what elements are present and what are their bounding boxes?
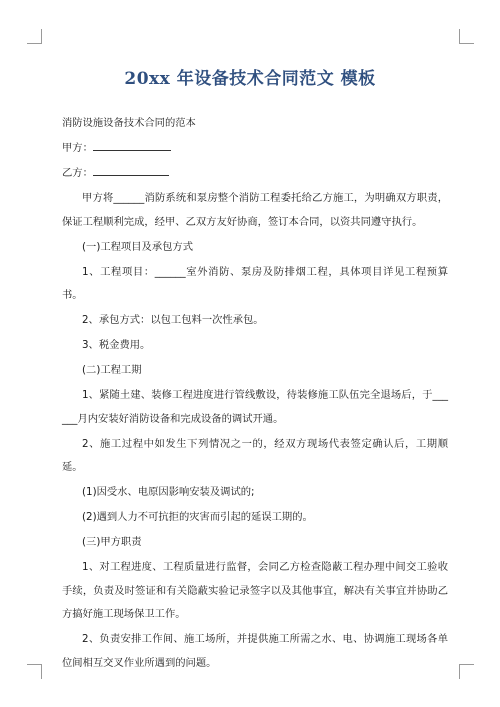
paragraph-3-1: 1、对工程进度、工程质量进行监督，会同乙方检查隐蔽工程办理中间交工验收手续，负责及时签证和有关隐蔽实验记录签字以及其他事宜，解决有关事宜并协助乙方搞好施工现场保卫工作。 xyxy=(62,561,448,620)
paragraph-2-2-a: (1)因受水、电原因影响安装及调试的; xyxy=(82,486,255,498)
party-b-label: 乙方： xyxy=(62,167,93,179)
paragraph-1-3: 3、税金费用。 xyxy=(82,339,151,351)
paragraph-1-1: 1、工程项目：______室外消防、泵房及防排烟工程，具体项目详见工程预算书。 xyxy=(62,265,448,301)
crop-mark-top-left xyxy=(27,29,42,44)
crop-mark-bottom-left xyxy=(27,664,42,679)
party-b-line xyxy=(62,162,448,186)
paragraph-1-2: 2、承包方式：以包工包料一次性承包。 xyxy=(82,314,264,326)
paragraph-3-2: 2、负责安排工作间、施工场所，并提供施工所需之水、电、协调施工现场各单位间相互交叉作业所遇到的问题。 xyxy=(62,633,448,669)
paragraph-intro: 甲方将______消防系统和泵房整个消防工程委托给乙方施工，为明确双方职责，保证工程顺利完成，经甲、乙双方友好协商，签订本合同，以资共同遵守执行。 xyxy=(62,192,448,228)
crop-mark-top-right xyxy=(459,29,474,44)
party-a-blank xyxy=(93,139,171,151)
section-heading-3: (三)甲方职责 xyxy=(82,536,142,548)
paragraph-2-2: 2、施工过程中如发生下列情况之一的，经双方现场代表签定确认后，工期顺延。 xyxy=(62,437,448,473)
section-heading-1: (一)工程项目及承包方式 xyxy=(82,240,194,253)
paragraph-2-1: 1、紧随土建、装修工程进度进行管线敷设，待装修施工队伍完全退场后，于______月内安装好消防设备和完成设备的调试开通。 xyxy=(62,389,448,425)
party-b-blank xyxy=(93,164,169,176)
party-a-label: 甲方： xyxy=(62,142,93,154)
section-heading-2: (二)工程工期 xyxy=(82,364,142,376)
title-number: 20xx xyxy=(124,69,171,89)
document-title xyxy=(0,64,500,89)
title-text: 年设备技术合同范文 模板 xyxy=(170,69,376,89)
crop-mark-bottom-right xyxy=(459,664,474,679)
document-subtitle: 消防设施设备技术合同的范本 xyxy=(62,117,196,129)
party-a-line xyxy=(62,137,448,161)
document-body xyxy=(62,112,448,677)
paragraph-2-2-b: (2)遇到人力不可抗拒的灾害而引起的延误工期的。 xyxy=(82,511,313,523)
